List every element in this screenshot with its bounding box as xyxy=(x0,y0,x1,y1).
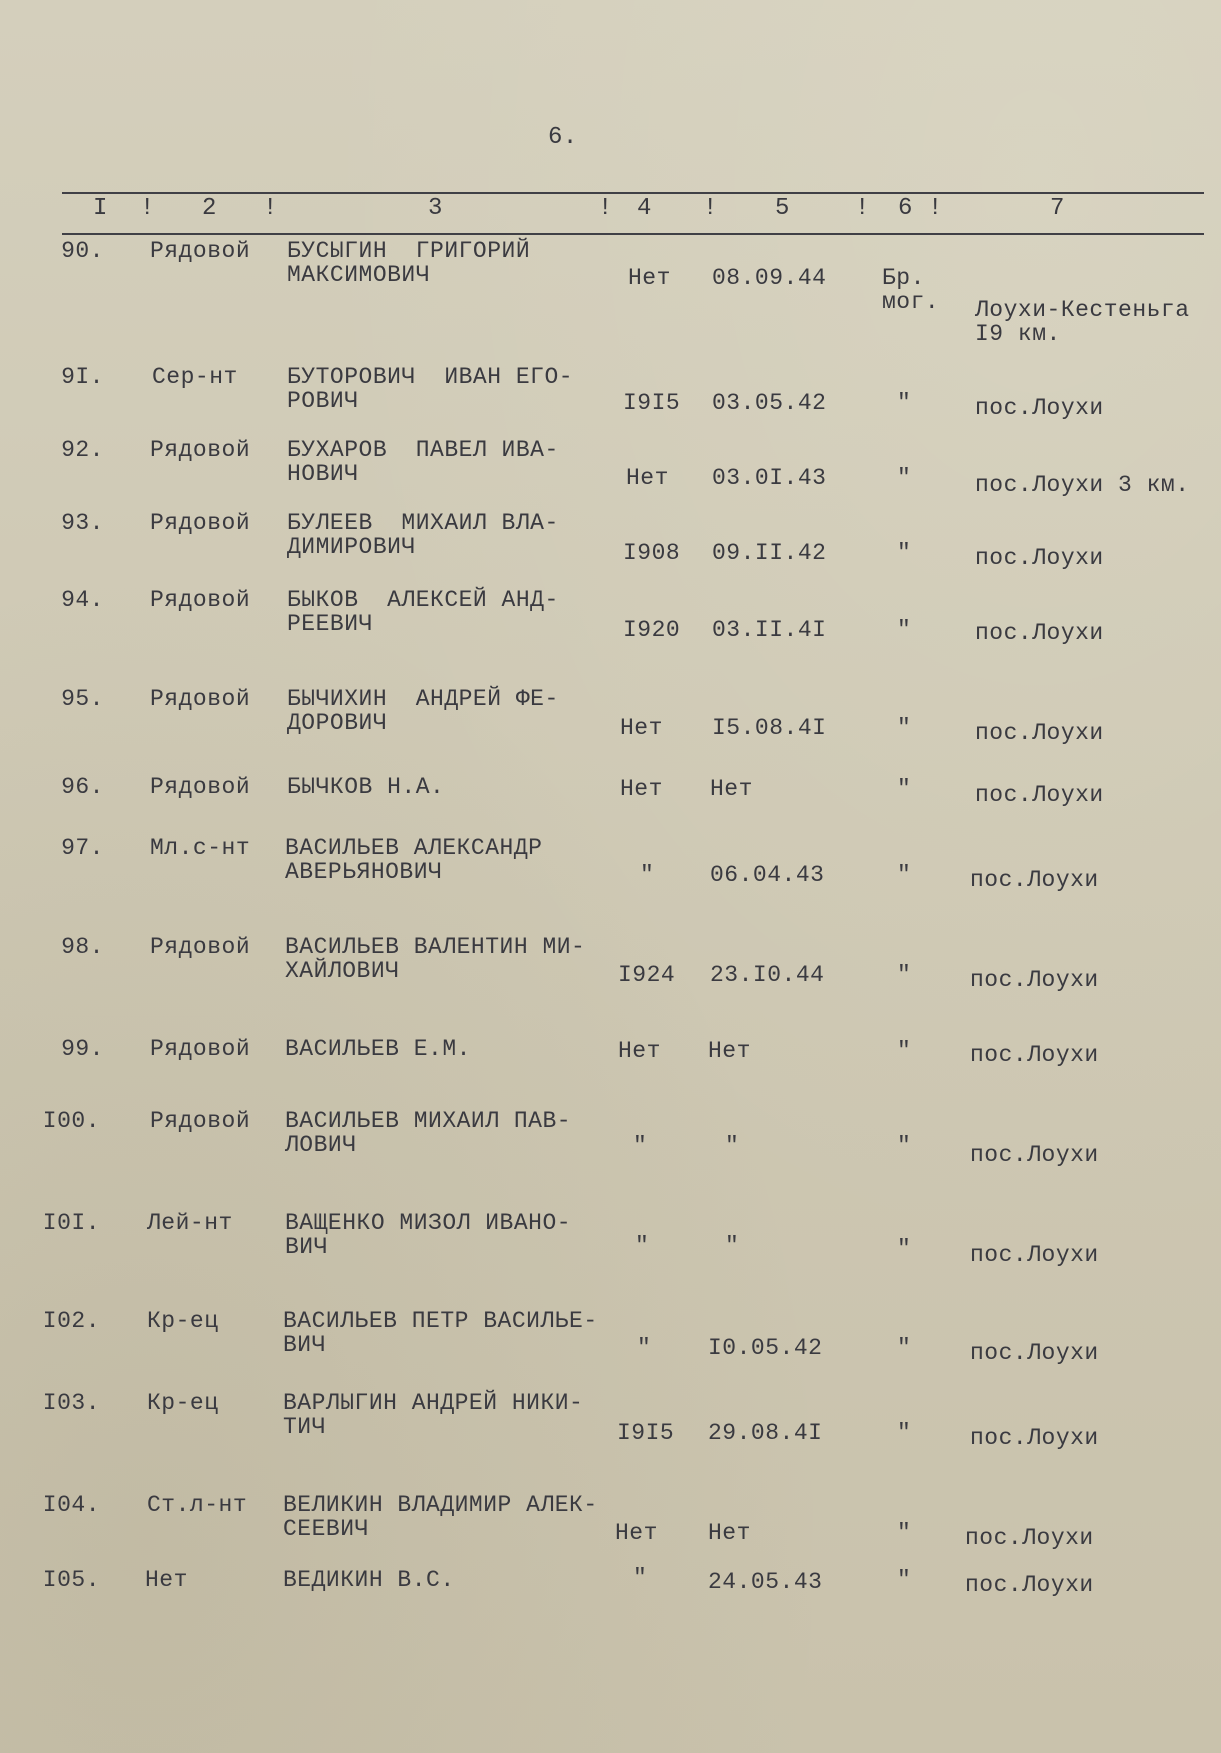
row-name-line1: БУТОРОВИЧ ИВАН ЕГО- xyxy=(287,364,574,390)
row-burial-place-line2: I9 км. xyxy=(975,321,1061,347)
row-number: I03. xyxy=(42,1390,100,1416)
row-number: I05. xyxy=(42,1567,100,1593)
row-burial-place-line1: Лоухи-Кестеньга xyxy=(975,297,1190,323)
row-burial-place: пос.Лоухи xyxy=(965,1525,1094,1551)
row-name-line2: СЕЕВИЧ xyxy=(283,1516,369,1542)
row-grave: " xyxy=(897,1038,912,1064)
header-col-3: 3 xyxy=(428,195,443,222)
row-death-date: Нет xyxy=(710,776,753,802)
row-rank: Рядовой xyxy=(150,934,251,960)
row-rank: Рядовой xyxy=(150,510,251,536)
row-name-line2: АВЕРЬЯНОВИЧ xyxy=(285,859,443,885)
row-grave: " xyxy=(897,862,912,888)
row-rank: Ст.л-нт xyxy=(147,1492,248,1518)
header-col-6: 6 xyxy=(898,195,913,222)
row-burial-place: пос.Лоухи xyxy=(975,782,1104,808)
row-rank: Рядовой xyxy=(150,587,251,613)
row-birth-year: Нет xyxy=(620,715,663,741)
column-separator: ! xyxy=(928,195,943,222)
row-birth-year: " xyxy=(635,1233,650,1259)
row-rank: Рядовой xyxy=(150,686,251,712)
row-burial-place: пос.Лоухи xyxy=(970,1425,1099,1451)
row-number: 94. xyxy=(61,587,104,613)
row-rank: Рядовой xyxy=(150,437,251,463)
row-number: I02. xyxy=(42,1308,100,1334)
row-name: ВАСИЛЬЕВ Е.М. xyxy=(285,1036,471,1062)
row-name-line2: ЛОВИЧ xyxy=(285,1132,357,1158)
row-death-date: 09.II.42 xyxy=(712,540,827,566)
row-grave: " xyxy=(897,390,912,416)
row-birth-year: Нет xyxy=(626,465,669,491)
column-separator: ! xyxy=(263,195,278,222)
row-name-line1: ВАСИЛЬЕВ ВАЛЕНТИН МИ- xyxy=(285,934,586,960)
row-death-date: 24.05.43 xyxy=(708,1569,823,1595)
row-number: I0I. xyxy=(42,1210,100,1236)
row-grave: " xyxy=(897,962,912,988)
row-number: 96. xyxy=(61,774,104,800)
row-rank: Рядовой xyxy=(150,238,251,264)
row-name-line1: ВАЩЕНКО МИЗОЛ ИВАНО- xyxy=(285,1210,572,1236)
row-burial-place: пос.Лоухи xyxy=(970,1340,1099,1366)
row-name-line2: РОВИЧ xyxy=(287,388,359,414)
row-number: 93. xyxy=(61,510,104,536)
row-name-line1: ВЕЛИКИН ВЛАДИМИР АЛЕК- xyxy=(283,1492,598,1518)
row-birth-year: I924 xyxy=(618,962,676,988)
row-burial-place: пос.Лоухи xyxy=(965,1572,1094,1598)
row-birth-year: I908 xyxy=(623,540,681,566)
column-separator: ! xyxy=(855,195,870,222)
row-grave: " xyxy=(897,465,912,491)
row-grave: " xyxy=(897,1420,912,1446)
row-burial-place: пос.Лоухи xyxy=(970,1242,1099,1268)
row-number: 9I. xyxy=(61,364,104,390)
row-name-line2: НОВИЧ xyxy=(287,461,359,487)
row-rank: Рядовой xyxy=(150,774,251,800)
row-rank: Сер-нт xyxy=(152,364,238,390)
row-grave: " xyxy=(897,776,912,802)
row-death-date: I5.08.4I xyxy=(712,715,827,741)
row-death-date: 03.0I.43 xyxy=(712,465,827,491)
row-grave: " xyxy=(897,540,912,566)
row-rank: Кр-ец xyxy=(147,1308,219,1334)
row-burial-place: пос.Лоухи xyxy=(975,395,1104,421)
row-grave: " xyxy=(897,617,912,643)
row-death-date: 06.04.43 xyxy=(710,862,825,888)
row-grave-line2: мог. xyxy=(882,289,940,315)
row-burial-place: пос.Лоухи 3 км. xyxy=(975,472,1190,498)
row-number: I04. xyxy=(42,1492,100,1518)
header-col-2: 2 xyxy=(202,195,217,222)
column-separator: ! xyxy=(140,195,155,222)
row-grave: " xyxy=(897,1567,912,1593)
row-death-date: " xyxy=(725,1233,740,1259)
row-death-date: Нет xyxy=(708,1520,751,1546)
row-name-line2: ДИМИРОВИЧ xyxy=(287,534,416,560)
header-col-4: 4 xyxy=(637,195,652,222)
row-grave: " xyxy=(897,1133,912,1159)
row-birth-year: I9I5 xyxy=(617,1420,675,1446)
row-name-line2: ТИЧ xyxy=(283,1414,326,1440)
row-name: БЫЧКОВ Н.А. xyxy=(287,774,445,800)
row-birth-year: I9I5 xyxy=(623,390,681,416)
row-death-date: 03.II.4I xyxy=(712,617,827,643)
row-burial-place: пос.Лоухи xyxy=(975,545,1104,571)
row-rank: Лей-нт xyxy=(147,1210,233,1236)
row-death-date: Нет xyxy=(708,1038,751,1064)
row-name-line1: ВАСИЛЬЕВ ПЕТР ВАСИЛЬЕ- xyxy=(283,1308,598,1334)
row-name-line1: БЫКОВ АЛЕКСЕЙ АНД- xyxy=(287,587,559,613)
row-name-line1: ВАСИЛЬЕВ МИХАИЛ ПАВ- xyxy=(285,1108,572,1134)
row-name-line2: ВИЧ xyxy=(285,1234,328,1260)
row-birth-year: Нет xyxy=(618,1038,661,1064)
row-rank: Нет xyxy=(145,1567,188,1593)
header-col-7: 7 xyxy=(1050,195,1065,222)
row-number: 97. xyxy=(61,835,104,861)
row-number: 95. xyxy=(61,686,104,712)
row-name: ВЕДИКИН В.С. xyxy=(283,1567,455,1593)
row-rank: Рядовой xyxy=(150,1108,251,1134)
row-name-line1: БУХАРОВ ПАВЕЛ ИВА- xyxy=(287,437,559,463)
row-name-line2: МАКСИМОВИЧ xyxy=(287,262,431,288)
row-birth-year: " xyxy=(633,1565,648,1591)
row-name-line2: ДОРОВИЧ xyxy=(287,710,388,736)
row-birth-year: I920 xyxy=(623,617,681,643)
row-name-line1: БЫЧИХИН АНДРЕЙ ФЕ- xyxy=(287,686,559,712)
row-birth-year: Нет xyxy=(620,776,663,802)
row-rank: Рядовой xyxy=(150,1036,251,1062)
row-name-line2: ВИЧ xyxy=(283,1332,326,1358)
row-birth-year: " xyxy=(637,1335,652,1361)
row-birth-year: Нет xyxy=(628,265,671,291)
row-grave: " xyxy=(897,1335,912,1361)
row-name-line1: БУСЫГИН ГРИГОРИЙ xyxy=(287,238,531,264)
row-birth-year: Нет xyxy=(615,1520,658,1546)
row-death-date: " xyxy=(725,1133,740,1159)
row-name-line1: ВАРЛЫГИН АНДРЕЙ НИКИ- xyxy=(283,1390,584,1416)
row-rank: Мл.с-нт xyxy=(150,835,251,861)
row-name-line1: БУЛЕЕВ МИХАИЛ ВЛА- xyxy=(287,510,559,536)
row-death-date: 29.08.4I xyxy=(708,1420,823,1446)
row-burial-place: пос.Лоухи xyxy=(970,867,1099,893)
column-separator: ! xyxy=(598,195,613,222)
table-top-rule xyxy=(62,192,1204,194)
row-number: I00. xyxy=(42,1108,100,1134)
row-burial-place: пос.Лоухи xyxy=(970,967,1099,993)
row-rank: Кр-ец xyxy=(147,1390,219,1416)
row-grave: " xyxy=(897,715,912,741)
row-grave-line1: Бр. xyxy=(882,265,925,291)
row-burial-place: пос.Лоухи xyxy=(970,1142,1099,1168)
row-name-line1: ВАСИЛЬЕВ АЛЕКСАНДР xyxy=(285,835,543,861)
row-grave: " xyxy=(897,1520,912,1546)
page-number: 6. xyxy=(548,124,578,151)
row-number: 98. xyxy=(61,934,104,960)
row-burial-place: пос.Лоухи xyxy=(975,720,1104,746)
column-separator: ! xyxy=(703,195,718,222)
row-number: 90. xyxy=(61,238,104,264)
row-burial-place: пос.Лоухи xyxy=(970,1042,1099,1068)
row-death-date: 08.09.44 xyxy=(712,265,827,291)
table-header-rule xyxy=(62,233,1204,235)
row-number: 92. xyxy=(61,437,104,463)
row-birth-year: " xyxy=(640,862,655,888)
row-name-line2: ХАЙЛОВИЧ xyxy=(285,958,400,984)
row-burial-place: пос.Лоухи xyxy=(975,620,1104,646)
row-grave: " xyxy=(897,1236,912,1262)
row-death-date: 23.I0.44 xyxy=(710,962,825,988)
header-col-5: 5 xyxy=(775,195,790,222)
header-col-1: I xyxy=(93,195,108,222)
row-death-date: 03.05.42 xyxy=(712,390,827,416)
row-death-date: I0.05.42 xyxy=(708,1335,823,1361)
row-birth-year: " xyxy=(633,1133,648,1159)
row-name-line2: РЕЕВИЧ xyxy=(287,611,373,637)
row-number: 99. xyxy=(61,1036,104,1062)
